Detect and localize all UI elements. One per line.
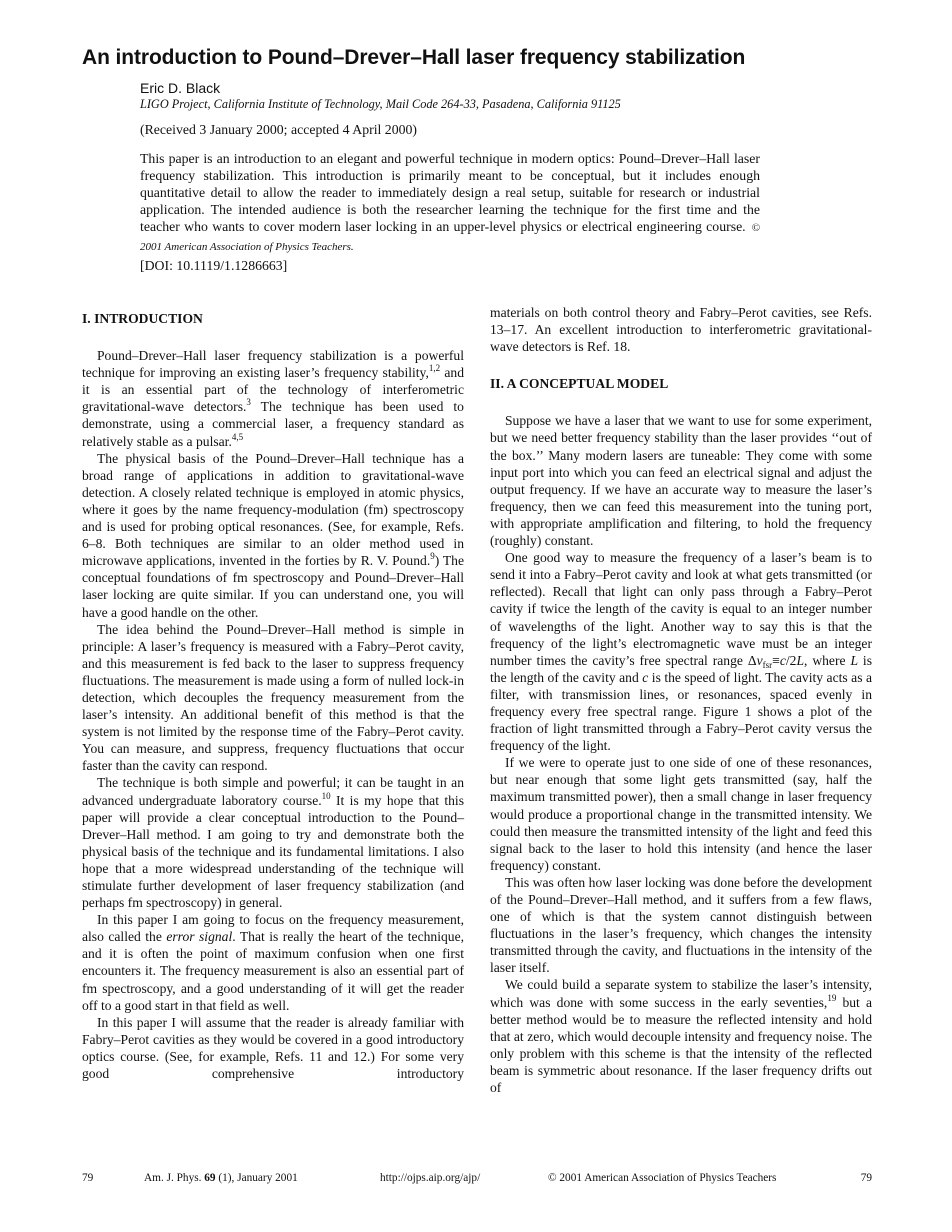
body-paragraph — [490, 549, 872, 754]
reference-superscript: 10 — [321, 790, 331, 801]
body-paragraph — [490, 412, 872, 549]
text-run: is the length of the cavity and — [490, 652, 872, 685]
text-run: In this paper I will assume that the reader is already familiar with Fabry–Perot cavities as they would be covered in a good introductory optics course. (See, for example, Refs. 11 and 12.) For some very good comprehensive introductory — [82, 1014, 464, 1082]
text-run: and it is an essential part of the technology of interferometric gravitational-wave detectors. — [82, 365, 465, 415]
text-run: /2 — [785, 652, 797, 668]
text-run: The technique is both simple and powerful; it can be taught in an advanced undergraduate laboratory course. — [82, 775, 464, 808]
left-paragraphs — [82, 347, 464, 1082]
right-column — [490, 304, 872, 1096]
author-name: Eric D. Black — [140, 80, 221, 96]
abstract — [140, 150, 760, 274]
reference-superscript: 9 — [430, 551, 435, 562]
right-continuation — [490, 304, 872, 355]
body-paragraph — [490, 874, 872, 977]
section-heading-introduction: I. INTRODUCTION — [82, 311, 203, 326]
body-paragraph — [82, 911, 464, 1014]
text-run: materials on both control theory and Fabry–Perot cavities, see Refs. 13–17. An excellent introduction to interferometric gravitational-wave detectors is Ref. 18. — [490, 305, 872, 355]
reference-superscript: 4,5 — [231, 431, 244, 442]
text-run: ≡ — [772, 652, 780, 668]
page-number-right: 79 — [860, 1172, 872, 1184]
journal-name: Am. J. Phys. — [144, 1172, 205, 1184]
paper-title: An introduction to Pound–Drever–Hall laser frequency stabilization — [82, 46, 746, 69]
text-run: but a better method would be to measure the reflected intensity and hold that at zero, which would decouple intensity and frequency noise. The only problem with this scheme is that the intensity of the reflected beam is symmetric about resonance. If the laser frequency drifts out of — [490, 994, 873, 1096]
journal-volume: 69 — [204, 1172, 216, 1184]
text-run: The idea behind the Pound–Drever–Hall method is simple in principle: A laser’s frequency is measured with a Fabry–Perot cavity, and this measurement is fed back to the laser to suppress frequency fluctuations. The measurement is made using a form of nulled lock-in detection, which decouples the frequency measurement from the laser’s intensity. An additional benefit of this method is that the system is not limited by the response time of the Fabry–Perot cavity. You can measure, and suppress, frequency fluctuations that occur faster than the cavity can respond. — [82, 621, 464, 774]
footer-copyright: © 2001 American Association of Physics Teachers — [548, 1172, 777, 1184]
body-paragraph — [82, 774, 464, 911]
italic-text: ν — [756, 652, 763, 668]
body-paragraph — [82, 621, 464, 775]
body-paragraph — [490, 976, 872, 1096]
received-dates: (Received 3 January 2000; accepted 4 April 2000) — [140, 122, 417, 137]
italic-text: c — [642, 669, 649, 685]
text-run: The technique has been used to demonstrate, using a commercial laser, a frequency standard as relatively stable as a pulsar. — [82, 399, 464, 449]
text-run: This was often how laser locking was done before the development of the Pound–Drever–Hall method, and it suffers from a few flaws, one of which is that the system cannot distinguish between fluctuations in the laser’s frequency, which changes the intensity transmitted through the cavity, and fluctuations in the intensity of the laser itself. — [490, 874, 872, 976]
text-run: Pound–Drever–Hall laser frequency stabilization is a powerful technique for improving an existing laser’s frequency stability, — [82, 348, 464, 381]
page-number-left: 79 — [82, 1172, 94, 1184]
body-paragraph — [82, 1014, 464, 1082]
text-run: If we were to operate just to one side of one of these resonances, but near enough that some light gets transmitted (say, half the maximum transmitted power), then a small change in laser frequency would produce a proportional change in the transmitted intensity. We could then measure the transmitted intensity of the light and feed this signal back to the laser to hold this intensity (and hence the laser frequency) constant. — [490, 755, 872, 873]
italic-text: L — [796, 652, 804, 668]
text-run: We could build a separate system to stabilize the laser’s intensity, which was done with some success in the early seventies, — [490, 977, 872, 1010]
text-run: In this paper I am going to focus on the frequency measurement, also called the — [82, 912, 464, 945]
body-paragraph — [490, 304, 872, 355]
right-paragraphs — [490, 412, 872, 1096]
reference-superscript: 19 — [827, 992, 837, 1003]
subscript: fsr — [762, 659, 773, 670]
text-run: is the speed of light. The cavity acts as a filter, with transmission lines, or resonances, spaced evenly in frequency every free spectral range. Figure 1 shows a plot of the fraction of light transmitted through a Fabry–Perot cavity versus the frequency of the light. — [490, 669, 873, 754]
left-column — [82, 310, 464, 1082]
text-run: , where — [804, 652, 851, 668]
reference-superscript: 1,2 — [428, 363, 441, 374]
body-paragraph — [82, 450, 464, 621]
text-run: It is my hope that this paper will provide a clear conceptual introduction to the Pound–Drever–Hall method. I am going to try and demonstrate both the physical basis of the technique and its fundamental limitations. I also hope that a more widespread understanding of the technique will stimulate further development of laser frequency stabilization (and perhaps fm spectroscopy) in general. — [82, 792, 464, 911]
text-run: Suppose we have a laser that we want to use for some experiment, but we need better frequency stability than the laser provides ‘‘out of the box.’’ Many modern lasers are tuneable: They come with some input port into which you can feed an electrical signal and adjust the output frequency. If we have an accurate way to measure the laser’s frequency, then we can feed this measurement into the tuning port, with appropriate amplification and filtering, to hold the frequency (roughly) constant. — [490, 413, 872, 549]
italic-text: error signal — [166, 929, 233, 945]
reference-superscript: 3 — [246, 397, 251, 408]
abstract-text: This paper is an introduction to an elegant and powerful technique in modern optics: Pound–Drever–Hall laser frequency stabilization. This introduction is primarily meant to be conceptual, but it includes enough quantitative detail to allow the reader to immediately design a real setup, suitable for research or industrial application. The intended audience is both the researcher learning the technique for the first time and the teacher who wants to cover modern laser locking in an upper-level physics or electrical engineering course. — [140, 151, 760, 235]
text-run: . That is really the heart of the technique, and it is often the point of maximum confusion when one first encounters it. The frequency measurement is also an essential part of fm spectroscopy, and a good understanding of it will get the reader off to a good start in that field as well. — [82, 929, 464, 1013]
italic-text: c — [779, 652, 786, 668]
body-paragraph — [490, 754, 872, 874]
journal-url[interactable]: http://ojps.aip.org/ajp/ — [380, 1172, 481, 1184]
text-run: ) The conceptual foundations of fm spectroscopy and Pound–Drever–Hall laser locking are quite similar. If you can understand one, you will have a good handle on the other. — [82, 553, 464, 620]
doi: [DOI: 10.1119/1.1286663] — [140, 257, 288, 273]
author-affiliation: LIGO Project, California Institute of Technology, Mail Code 264-33, Pasadena, California 91125 — [140, 97, 621, 111]
body-paragraph — [82, 347, 464, 450]
journal-issue-date: (1), January 2001 — [215, 1172, 298, 1184]
italic-text: L — [850, 652, 858, 668]
text-run: The physical basis of the Pound–Drever–Hall technique has a broad range of applications in addition to gravitational-wave detection. A closely related technique is employed in atomic physics, where it goes by the name frequency-modulation (fm) spectroscopy and is used for probing optical resonances. (See, for example, Refs. 6–8. Both techniques are similar to an older method used in microwave applications, invented in the forties by R. V. Pound. — [82, 450, 464, 569]
journal-citation — [144, 1172, 298, 1184]
text-run: One good way to measure the frequency of a laser’s beam is to send it into a Fabry–Perot cavity and look at what gets transmitted (or reflected). Recall that light can only pass through a Fabry–Perot cavity if twice the length of the cavity is equal to an integer number of wavelengths of the light. Another way to say this is that the frequency of the light’s electromagnetic wave must be an integer number times the cavity’s free spectral range Δ — [490, 550, 872, 668]
abstract-copyright: © 2001 American Association of Physics Teachers. — [140, 222, 760, 254]
section-heading-conceptual-model: II. A CONCEPTUAL MODEL — [490, 376, 669, 392]
